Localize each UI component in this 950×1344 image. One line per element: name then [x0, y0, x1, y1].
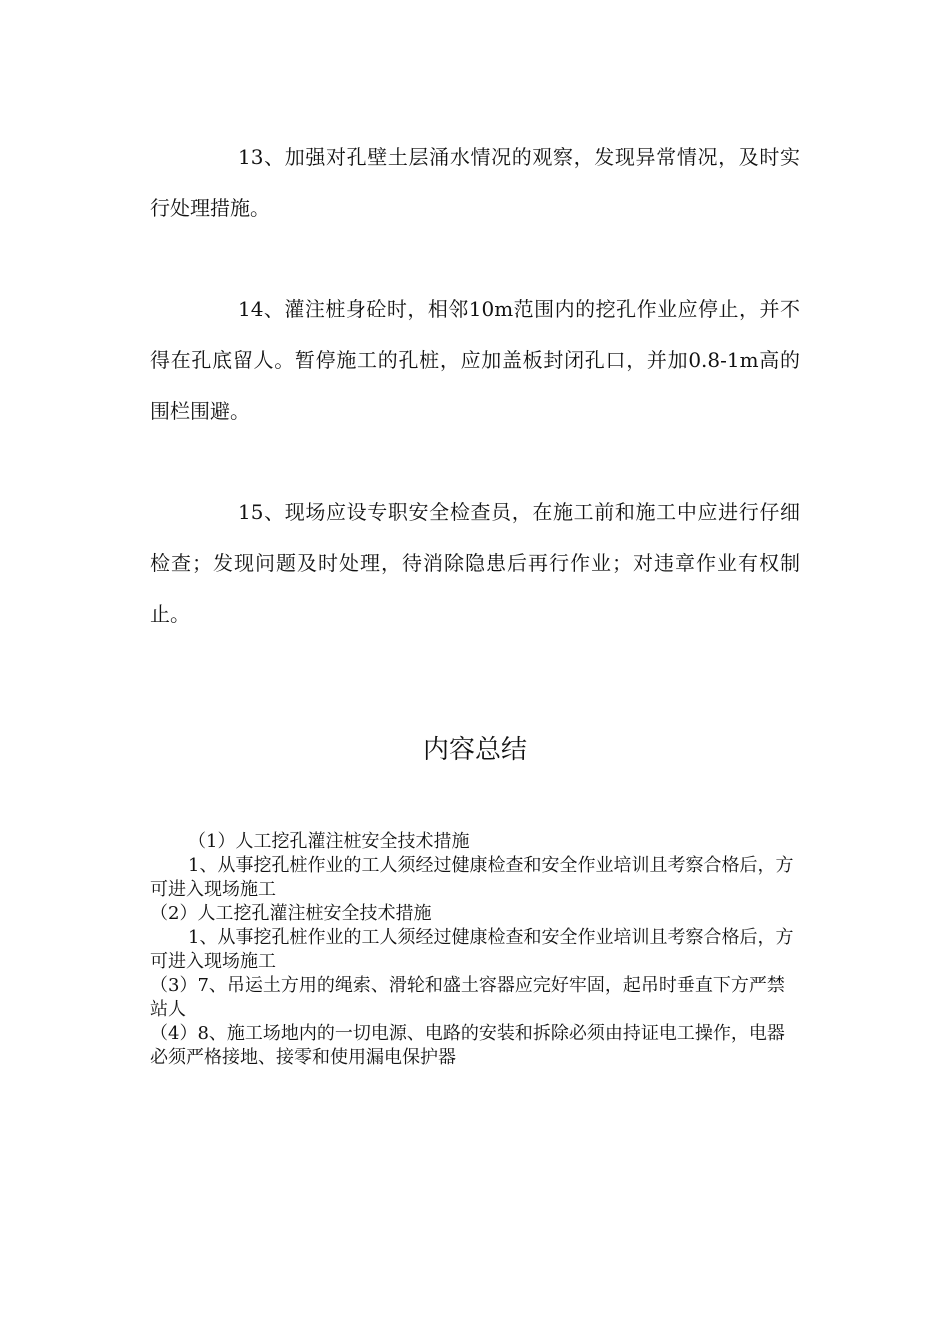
summary-item: 1、从事挖孔桩作业的工人须经过健康检查和安全作业培训且考察合格后，方可进入现场施工: [150, 855, 794, 900]
summary-heading: （1）人工挖孔灌注桩安全技术措施: [188, 831, 470, 852]
summary-item: （3）7、吊运土方用的绳索、滑轮和盛土容器应完好牢固，起吊时垂直下方严禁站人: [150, 975, 785, 1020]
paragraph-14: 14、灌注桩身砼时，相邻10m范围内的挖孔作业应停止，并不得在孔底留人。暂停施工的孔桩，应加盖板封闭孔口，并加0.8-1m高的围栏围避。: [150, 297, 800, 423]
summary-title: 内容总结: [422, 735, 527, 765]
summary-heading: （2）人工挖孔灌注桩安全技术措施: [150, 903, 432, 924]
paragraph-13: 13、加强对孔壁土层涌水情况的观察，发现异常情况，及时实行处理措施。: [150, 145, 800, 220]
summary-item: （4）8、施工场地内的一切电源、电路的安装和拆除必须由持证电工操作，电器必须严格接地、接零和使用漏电保护器: [150, 1023, 785, 1068]
summary-block: [150, 830, 800, 1070]
summary-item: 1、从事挖孔桩作业的工人须经过健康检查和安全作业培训且考察合格后，方可进入现场施工: [150, 927, 794, 972]
paragraph-15: 15、现场应设专职安全检查员，在施工前和施工中应进行仔细检查；发现问题及时处理，待消除隐患后再行作业；对违章作业有权制止。: [150, 500, 800, 626]
